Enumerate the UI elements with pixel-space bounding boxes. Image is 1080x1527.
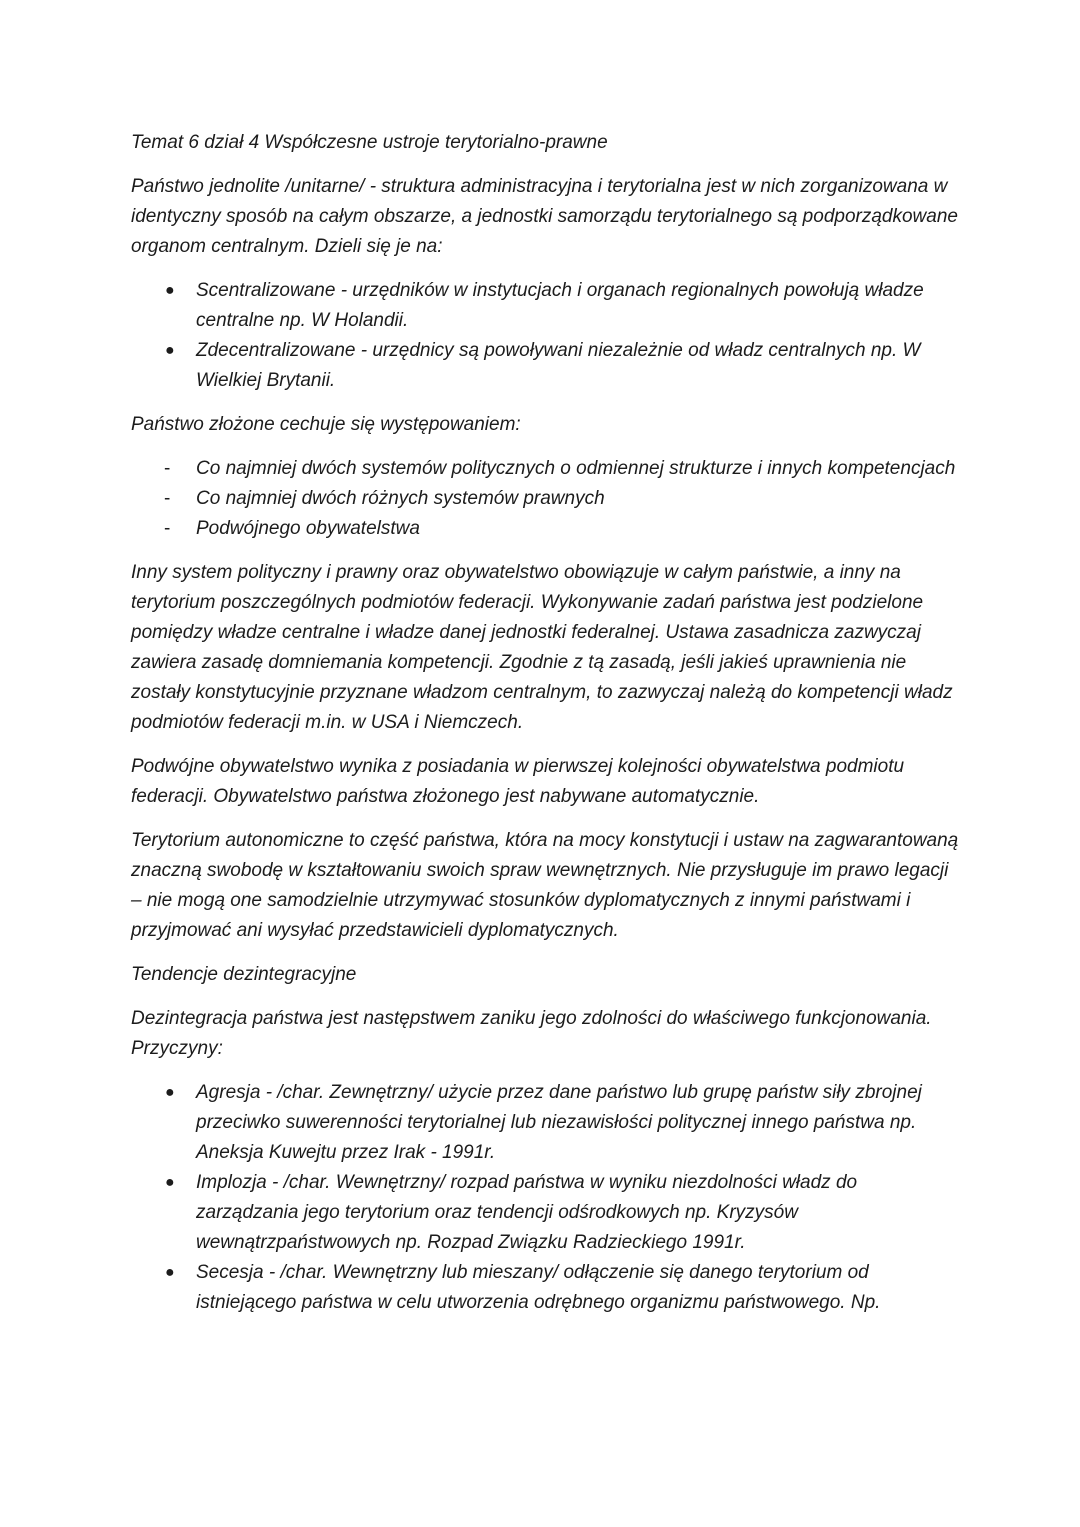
list-item	[131, 1168, 961, 1258]
bullet-icon: ●	[165, 1084, 175, 1101]
list-item-text: Secesja - /char. Wewnętrzny lub mieszany/ odłączenie się danego terytorium od istniejącego państwa w celu utworzenia odrębnego organizmu państwowego. Np.	[196, 1262, 881, 1313]
list-item-text: Co najmniej dwóch systemów politycznych o odmiennej strukturze i innych kompetencjach	[196, 458, 956, 479]
dash-icon: -	[164, 518, 171, 539]
bullet-icon: ●	[165, 342, 175, 359]
list-item	[131, 1258, 961, 1318]
complex-state-intro: Państwo złożone cechuje się występowaniem:	[131, 414, 521, 435]
disintegration-heading: Tendencje dezintegracyjne	[131, 964, 357, 985]
disintegration-intro: Dezintegracja państwa jest następstwem zaniku jego zdolności do właściwego funkcjonowania. Przyczyny:	[131, 1008, 932, 1059]
bullet-icon: ●	[165, 282, 175, 299]
autonomy-paragraph: Terytorium autonomiczne to część państwa, która na mocy konstytucji i ustaw na zagwarantowaną znaczną swobodę w kształtowaniu swoich spraw wewnętrznych. Nie przysługuje im prawo legacji – nie mogą one samodzielnie utrzymywać stosunków dyplomatycznych z innymi państwami i przyjmować ani wysyłać przedstawicieli dyplomatycznych.	[131, 830, 959, 941]
list-item-text: Co najmniej dwóch różnych systemów prawnych	[196, 488, 605, 509]
bullet-icon: ●	[165, 1264, 175, 1281]
list-item-text: Implozja - /char. Wewnętrzny/ rozpad państwa w wyniku niezdolności władz do zarządzania jego terytorium oraz tendencji odśrodkowych np. Kryzysów wewnątrzpaństwowych np. Rozpad Związku Radzieckiego 1991r.	[196, 1172, 858, 1253]
complex-features-list	[131, 454, 961, 544]
bullet-icon: ●	[165, 1174, 175, 1191]
document-page	[131, 128, 961, 1332]
list-item-text: Zdecentralizowane - urzędnicy są powoływani niezależnie od władz centralnych np. W Wielkiej Brytanii.	[196, 340, 921, 391]
list-item	[131, 1078, 961, 1168]
federation-paragraph: Inny system polityczny i prawny oraz obywatelstwo obowiązuje w całym państwie, a inny na terytorium poszczególnych podmiotów federacji. Wykonywanie zadań państwa jest podzielone pomiędzy władze centralne i władze danej jednostki federalnej. Ustawa zasadnicza zazwyczaj zawiera zasadę domniemania kompetencji. Zgodnie z tą zasadą, jeśli jakieś uprawnienia nie zostały konstytucyjnie przyznane władzom centralnym, to zazwyczaj należą do kompetencji władz podmiotów federacji m.in. w USA i Niemczech.	[131, 562, 953, 733]
list-item-text: Podwójnego obywatelstwa	[196, 518, 420, 539]
list-item-text: Agresja - /char. Zewnętrzny/ użycie przez dane państwo lub grupę państw siły zbrojnej przeciwko suwerenności terytorialnej lub niezawisłości politycznej innego państwa np. Aneksja Kuwejtu przez Irak - 1991r.	[196, 1082, 922, 1163]
dash-icon: -	[164, 458, 171, 479]
list-item	[131, 454, 961, 484]
list-item	[131, 276, 961, 336]
unitary-intro-paragraph: Państwo jednolite /unitarne/ - struktura administracyjna i terytorialna jest w nich zorganizowana w identyczny sposób na całym obszarze, a jednostki samorządu terytorialnego są podporządkowane organom centralnym. Dzieli się je na:	[131, 176, 958, 257]
list-item-text: Scentralizowane - urzędników w instytucjach i organach regionalnych powołują władze centralne np. W Holandii.	[196, 280, 924, 331]
list-item	[131, 514, 961, 544]
unitary-types-list	[131, 276, 961, 396]
document-title: Temat 6 dział 4 Współczesne ustroje terytorialno-prawne	[131, 132, 608, 153]
list-item	[131, 484, 961, 514]
disintegration-causes-list	[131, 1078, 961, 1318]
dash-icon: -	[164, 488, 171, 509]
list-item	[131, 336, 961, 396]
citizenship-paragraph: Podwójne obywatelstwo wynika z posiadania w pierwszej kolejności obywatelstwa podmiotu federacji. Obywatelstwo państwa złożonego jest nabywane automatycznie.	[131, 756, 905, 807]
